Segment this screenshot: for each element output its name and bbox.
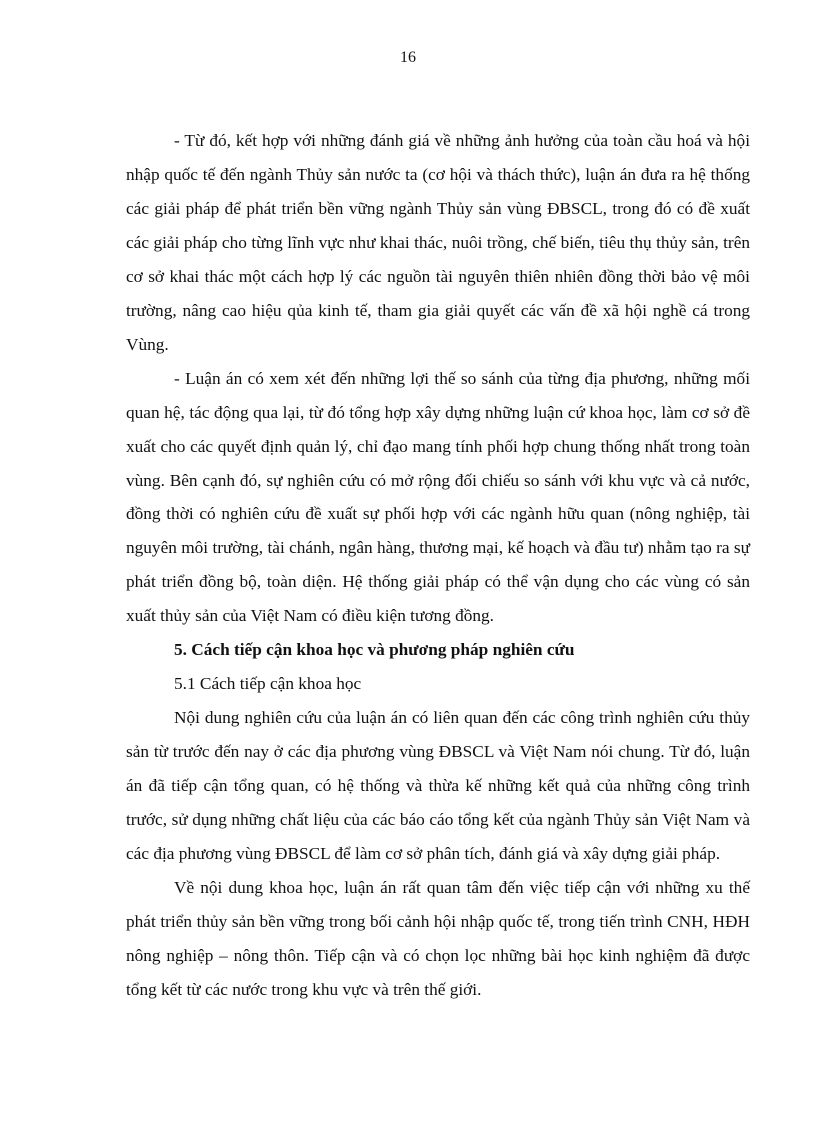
paragraph-globalization-solutions: - Từ đó, kết hợp với những đánh giá về những ảnh hưởng của toàn cầu hoá và hội nhập quốc tế đến ngành Thủy sản nước ta (cơ hội và thách thức), luận án đưa ra hệ thống các giải pháp để phát triển bền vững ngành Thủy sản vùng ĐBSCL, trong đó có đề xuất các giải pháp cho từng lĩnh vực như khai thác, nuôi trồng, chế biến, tiêu thụ thủy sản, trên cơ sở khai thác một cách hợp lý các nguồn tài nguyên thiên nhiên đồng thời bảo vệ môi trường, nâng cao hiệu qủa kinh tế, tham gia giải quyết các vấn đề xã hội nghề cá trong Vùng. (126, 131, 750, 354)
paragraph-comparative-advantage: - Luận án có xem xét đến những lợi thế so sánh của từng địa phương, những mối quan hệ, tác động qua lại, từ đó tổng hợp xây dựng những luận cứ khoa học, làm cơ sở đề xuất cho các quyết định quản lý, chỉ đạo mang tính phối hợp chung thống nhất trong toàn vùng. Bên cạnh đó, sự nghiên cứu có mở rộng đối chiếu so sánh với khu vực và cả nước, đồng thời có nghiên cứu đề xuất sự phối hợp với các ngành hữu quan (nông nghiệp, tài nguyên môi trường, tài chánh, ngân hàng, thương mại, kế hoạch và đầu tư) nhằm tạo ra sự phát triển đồng bộ, toàn diện. Hệ thống giải pháp có thể vận dụng cho các vùng có sản xuất thủy sản của Việt Nam có điều kiện tương đồng. (126, 368, 750, 626)
page-number: 16 (400, 49, 416, 66)
paragraph-research-content: Nội dung nghiên cứu của luận án có liên quan đến các công trình nghiên cứu thủy sản từ trước đến nay ở các địa phương vùng ĐBSCL và Việt Nam nói chung. Từ đó, luận án đã tiếp cận tổng quan, có hệ thống và thừa kế những kết quả của những công trình trước, sử dụng những chất liệu của các báo cáo tổng kết của ngành Thủy sản Việt Nam và các địa phương vùng ĐBSCL để làm cơ sở phân tích, đánh giá và xây dựng giải pháp. (126, 708, 750, 864)
subsection-heading: 5.1 Cách tiếp cận khoa học (174, 674, 362, 694)
document-body (126, 124, 750, 1007)
paragraph-scientific-content: Về nội dung khoa học, luận án rất quan tâm đến việc tiếp cận với những xu thế phát triển thủy sản bền vững trong bối cảnh hội nhập quốc tế, trong tiến trình CNH, HĐH nông nghiệp – nông thôn. Tiếp cận và có chọn lọc những bài học kinh nghiệm đã được tổng kết từ các nước trong khu vực và trên thế giới. (126, 877, 750, 999)
section-heading: 5. Cách tiếp cận khoa học và phương pháp nghiên cứu (174, 640, 575, 660)
